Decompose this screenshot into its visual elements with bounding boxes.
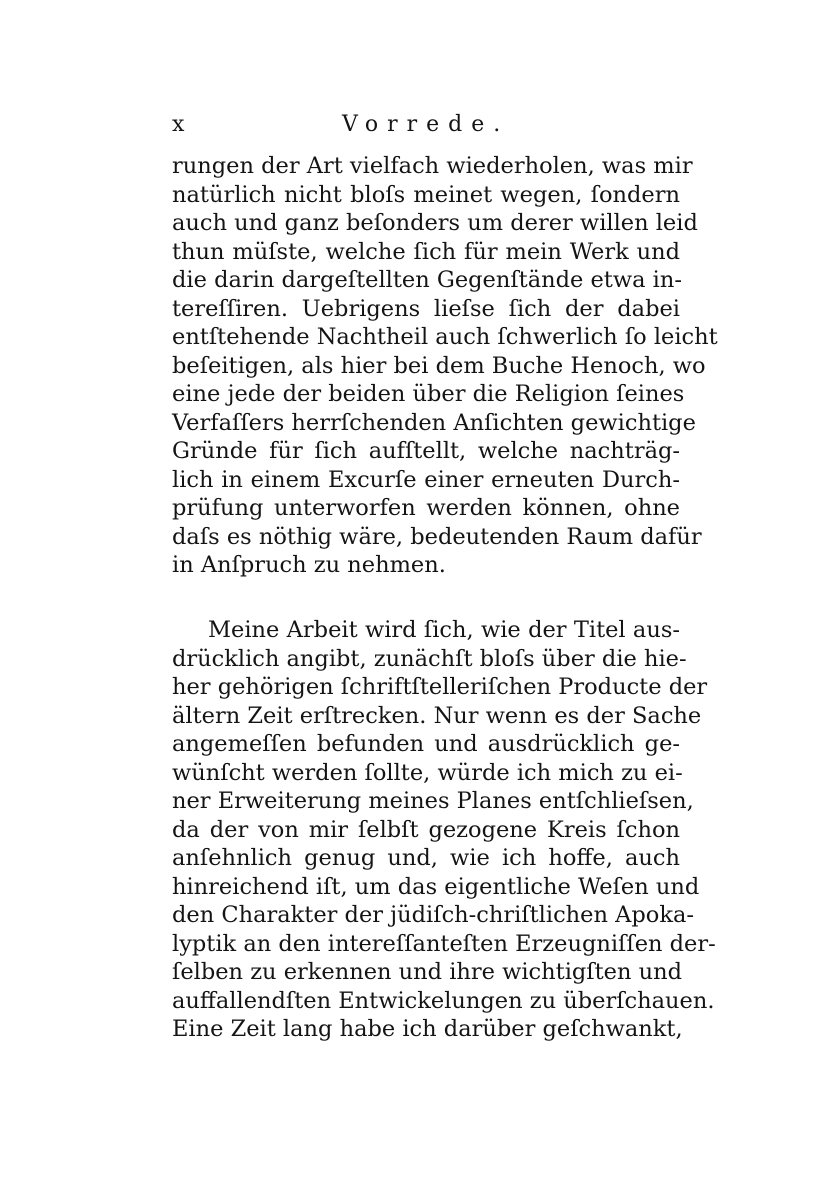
text-line: wünſcht werden ſollte, würde ich mich zu ei- [172, 759, 683, 786]
text-line: lich in einem Excurſe einer erneuten Durch- [172, 466, 680, 493]
text-line: den Charakter der jüdiſch-chriſtlichen Apoka- [172, 902, 694, 928]
text-line: daſs es nöthig wäre, bedeutenden Raum dafür [172, 523, 702, 550]
text-line: ner Erweiterung meines Planes entſchlieſsen, [172, 788, 694, 814]
text-line: Eine Zeit lang habe ich darüber geſchwankt, [172, 1016, 683, 1042]
text-line: auffallendſten Entwickelungen zu überſchauen. [172, 987, 715, 1014]
text-line: ſelben zu erkennen und ihre wichtigſten und [172, 959, 683, 985]
text-line: eine jede der beiden über die Religion ſeines [172, 381, 685, 407]
text-line: lyptik an den intereſſanteſten Erzeugniſſen der- [172, 930, 716, 957]
text-line: Meine Arbeit wird ſich, wie der Titel aus- [208, 617, 680, 643]
text-line: da der von mir ſelbſt gezogene Kreis ſchon [172, 816, 680, 843]
text-line: anſehnlich genug und, wie ich hoffe, auch [172, 845, 680, 871]
text-line: her gehörigen ſchriftſtelleriſchen Producte der [172, 674, 708, 700]
running-title: Vorrede. [342, 112, 510, 137]
text-line: Verfaſſers herrſchenden Anſichten gewichtige [172, 409, 696, 436]
text-line: prüfung unterworfen werden können, ohne [172, 495, 680, 521]
text-line: angemeſſen befunden und ausdrücklich ge- [172, 731, 680, 757]
text-line: rungen der Art vielfach wiederholen, was mir [172, 153, 693, 179]
paragraph-2 [172, 616, 716, 1044]
text-line: beſeitigen, als hier bei dem Buche Henoch, wo [172, 352, 706, 379]
page-number: x [172, 112, 186, 137]
text-line: in Anſpruch zu nehmen. [172, 552, 446, 578]
text-line: entſtehende Nachtheil auch ſchwerlich ſo leicht [172, 324, 718, 350]
text-line: ältern Zeit erſtrecken. Nur wenn es der Sache [172, 702, 702, 729]
text-line: auch und ganz beſonders um derer willen leid [172, 210, 698, 236]
paragraph-1 [172, 152, 718, 580]
text-line: die darin dargeſtellten Gegenſtände etwa in- [172, 267, 682, 293]
text-line: tereſſiren. Uebrigens lieſse ſich der dabei [172, 295, 680, 322]
text-line: thun müſste, welche ſich für mein Werk und [172, 238, 680, 265]
text-line: natürlich nicht bloſs meinet wegen, ſondern [172, 181, 680, 208]
page-header [172, 112, 680, 146]
text-line: drücklich angibt, zunächſt bloſs über die hie- [172, 645, 687, 672]
text-line: hinreichend iſt, um das eigentliche Weſen und [172, 873, 700, 900]
text-line: Gründe für ſich aufſtellt, welche nachträg- [172, 438, 680, 464]
